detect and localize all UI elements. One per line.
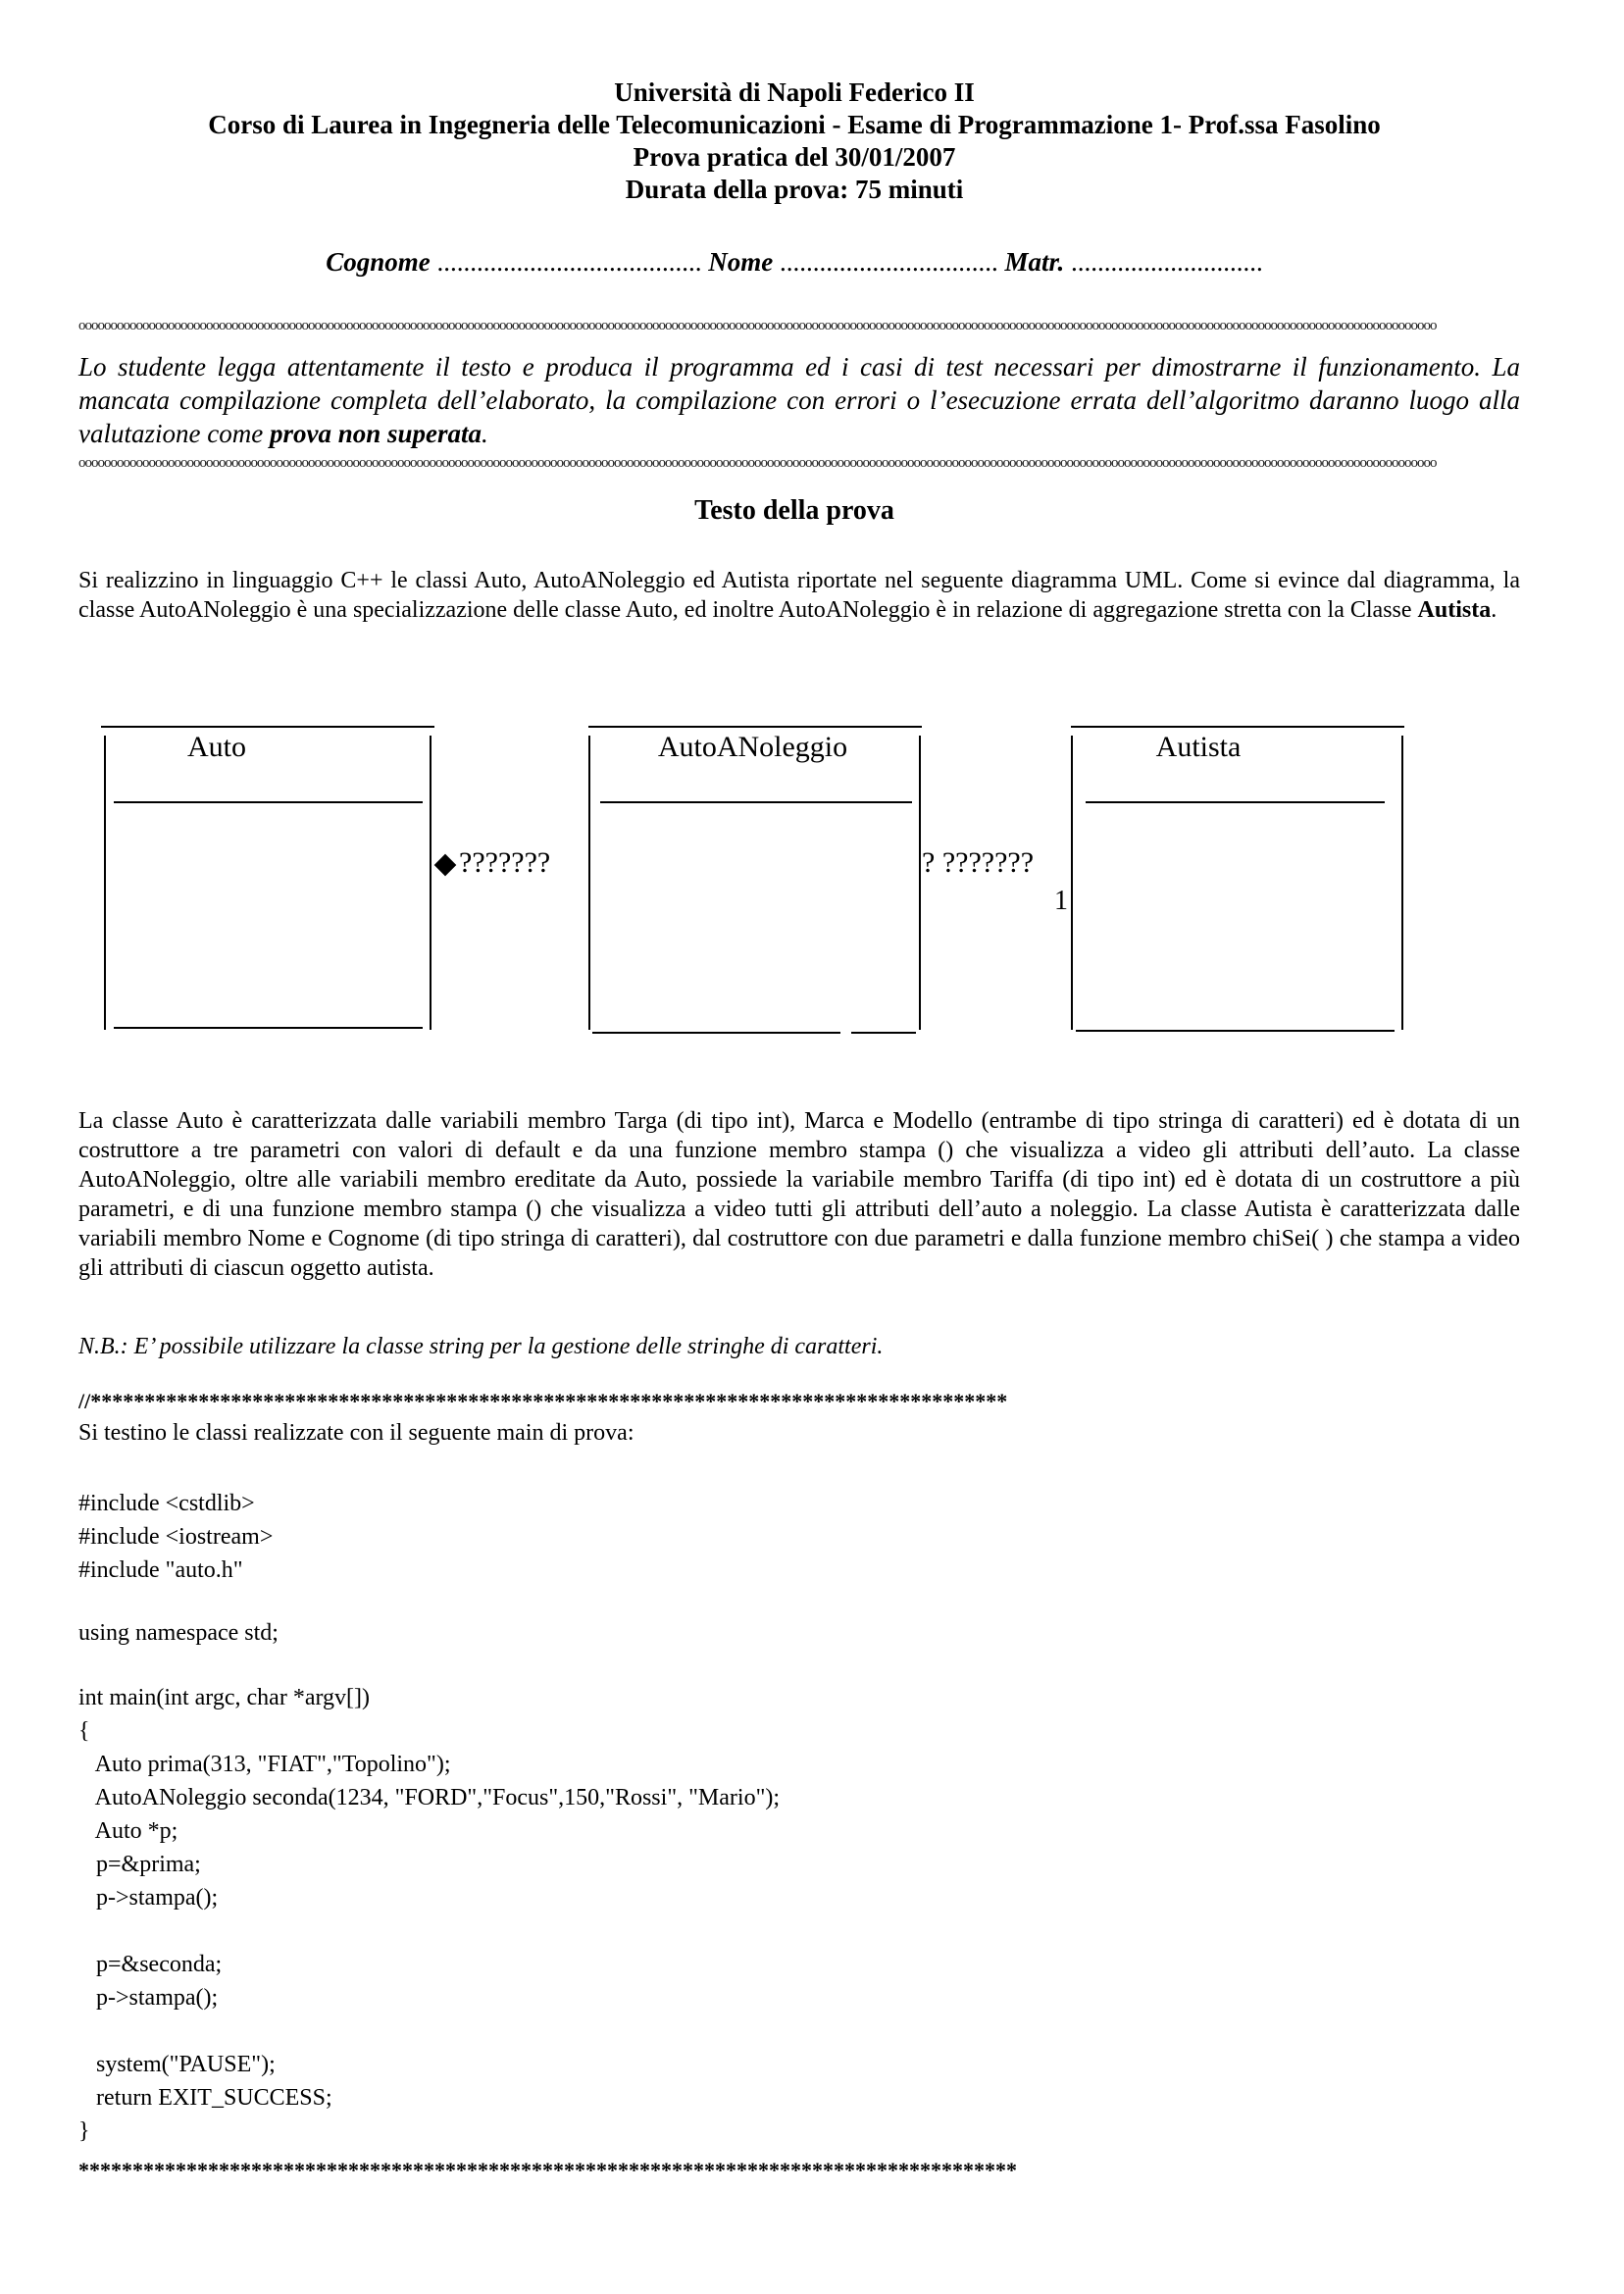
assoc1-label: ???????	[459, 846, 551, 879]
university-title: Università di Napoli Federico II	[614, 77, 975, 107]
auto-class-title: Auto	[187, 731, 246, 763]
intro-paragraph	[78, 566, 1520, 625]
code-main: int main(int argc, char *argv[]) { Auto prima(313, "FIAT","Topolino"); AutoANoleggio seconda(1234, "FORD","Focus",150,"Rossi", "Mario"); Auto *p; p=&prima; p->stampa(); p=&seconda; p->stampa(); system("PAUSE"); return EXIT_SUCCESS; }	[78, 1685, 781, 2144]
section-title: Testo della prova	[694, 495, 894, 526]
autista-bottom	[1076, 1030, 1395, 1032]
instructions-end: .	[482, 419, 488, 448]
intro-text: Si realizzino in linguaggio C++ le classi Auto, AutoANoleggio ed Autista riportate nel seguente diagramma UML. Come si evince dal diagramma, la classe AutoANoleggio è una specializzazione delle classe Auto, ed inoltre AutoANoleggio è in relazione di aggregazione stretta con la Classe	[78, 568, 1520, 623]
instructions	[78, 350, 1520, 450]
auto-box-top	[101, 726, 434, 728]
separator-top: ooooooooooooooooooooooooooooooooooooooooooooooooooooooooooooooooooooooooooooooooooooooooooooooooooooooooooooooooooooooooooooooooooooooooooooooooooooooooooooooooooooooooooooooooooooooooooooooooooooooooooooooooooooo	[78, 321, 1437, 331]
intro-bold: Autista	[1417, 597, 1492, 623]
matr-field[interactable]: .............................	[1071, 247, 1263, 277]
test-intro: Si testino le classi realizzate con il seguente main di prova:	[78, 1420, 634, 1446]
instructions-bold: prova non superata	[269, 419, 482, 448]
autista-box-top	[1071, 726, 1404, 728]
autista-class-box	[1071, 736, 1403, 1030]
course-title: Corso di Laurea in Ingegneria delle Telecomunicazioni - Esame di Programmazione 1- Prof.ssa Fasolino	[208, 110, 1381, 139]
aggregation-association	[922, 846, 1034, 880]
auto-divider	[114, 801, 423, 803]
separator-bottom: ooooooooooooooooooooooooooooooooooooooooooooooooooooooooooooooooooooooooooooooooooooooooooooooooooooooooooooooooooooooooooooooooooooooooooooooooooooooooooooooooooooooooooooooooooooooooooooooooooooooooooooooooooooo	[78, 458, 1437, 468]
matr-label: Matr.	[1004, 247, 1065, 277]
exam-date: Prova pratica del 30/01/2007	[633, 142, 956, 172]
description-paragraph: La classe Auto è caratterizzata dalle variabili membro Targa (di tipo int), Marca e Modello (entrambe di tipo stringa di caratteri) ed è dotata di un costruttore a tre parametri con valori di default e da una funzione membro stampa () che visualizza a video gli attributi dell’auto. La classe AutoANoleggio, oltre alle variabili membro ereditate da Auto, possiede la variabile membro Tariffa (di tipo int) ed è dotata di un costruttore a più parametri, e di una funzione membro stampa () che visualizza a video tutti gli attributi dell’auto a noleggio. La classe Autista è caratterizzata dalle variabili membro Nome e Cognome (di tipo stringa di caratteri), dal costruttore con due parametri e dalla funzione membro chiSei( ) che stampa a video gli attributi di ciascun oggetto autista.	[78, 1108, 1520, 1281]
autista-class-title: Autista	[1155, 731, 1242, 763]
nome-field[interactable]: .................................	[779, 247, 998, 277]
assoc2-label: ? ???????	[922, 846, 1035, 879]
code-includes: #include <cstdlib> #include <iostream> #include "auto.h"	[78, 1491, 274, 1583]
autoanoleggio-bottom-b	[851, 1032, 916, 1034]
autoanoleggio-bottom-a	[592, 1032, 840, 1034]
cognome-label: Cognome	[326, 247, 431, 277]
student-fields	[0, 247, 1589, 278]
nome-label: Nome	[708, 247, 774, 277]
autoanoleggio-divider	[600, 801, 912, 803]
aggregation-diamond-icon	[434, 854, 457, 877]
note: N.B.: E’ possibile utilizzare la classe string per la gestione delle stringhe di caratteri.	[78, 1334, 884, 1359]
autoanoleggio-class-box	[588, 736, 921, 1030]
stars-separator-1: //*************************************************************************************	[78, 1389, 1008, 1413]
intro-end: .	[1491, 597, 1497, 623]
auto-class-box	[104, 736, 431, 1030]
exam-duration: Durata della prova: 75 minuti	[625, 175, 964, 204]
cognome-field[interactable]: ........................................	[436, 247, 702, 277]
auto-bottom	[114, 1027, 423, 1029]
code-using: using namespace std;	[78, 1620, 279, 1646]
instructions-text: Lo studente legga attentamente il testo e produca il programma ed i casi di test necessari per dimostrarne il funzionamento. La mancata compilazione completa dell’elaborato, la compilazione con errori o l’esecuzione errata dell’algoritmo daranno luogo alla valutazione come	[78, 352, 1520, 448]
autista-divider	[1086, 801, 1385, 803]
multiplicity-label: 1	[1054, 886, 1068, 916]
stars-separator-2: ***************************************************************************************	[78, 2158, 1017, 2182]
autoanoleggio-class-title: AutoANoleggio	[657, 731, 848, 763]
autoanoleggio-box-top	[588, 726, 922, 728]
inheritance-association	[435, 846, 550, 880]
